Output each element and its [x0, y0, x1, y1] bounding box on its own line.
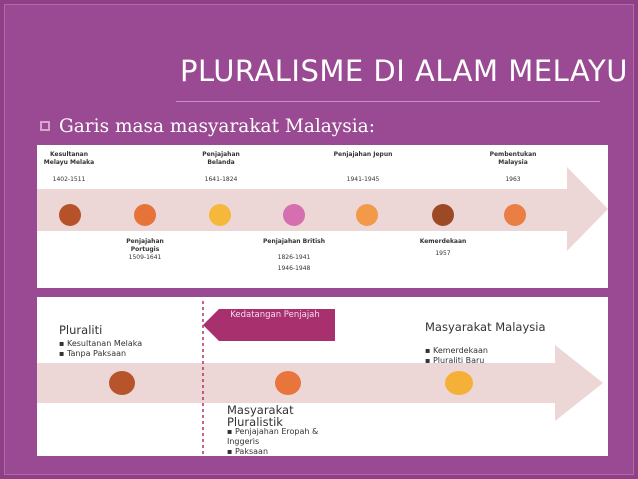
timeline-year-pembentukan: 1963: [505, 176, 521, 183]
list-item: ▪ Pluraliti Baru: [425, 356, 488, 366]
title-divider: [176, 101, 600, 102]
timeline-year-kemerdekaan: 1957: [435, 250, 451, 257]
list-item: ▪ Penjajahan Eropah & Inggeris: [227, 427, 347, 447]
bullet-square-icon: [40, 121, 50, 131]
timeline-dot-british: [283, 204, 305, 226]
timeline-label-jepun: Penjajahan Jepun: [333, 151, 393, 158]
timeline-dot-pembentukan: [504, 204, 526, 226]
slide-title: PLURALISME DI ALAM MELAYU: [180, 54, 628, 88]
list-item: ▪ Kesultanan Melaka: [59, 339, 142, 349]
list-item: ▪ Tanpa Paksaan: [59, 349, 142, 359]
phase-dot-pluralistik: [275, 371, 301, 395]
phase-pluralistik-title: Masyarakat Pluralistik: [227, 403, 294, 429]
timeline-year-kesultanan: 1402-1511: [52, 176, 86, 183]
timeline-dot-kesultanan: [59, 204, 81, 226]
timeline-label-pembentukan: Pembentukan Malaysia: [489, 151, 537, 166]
phase-pluralistik-list: [227, 427, 347, 457]
timeline-label-british: Penjajahan British: [263, 238, 325, 245]
timeline-dot-portugis: [134, 204, 156, 226]
phase-malaysia-list: [425, 346, 488, 366]
timeline-dot-jepun: [356, 204, 378, 226]
phase-dot-pluraliti: [109, 371, 135, 395]
list-item: ▪ Paksaan: [227, 447, 347, 457]
timeline-dot-kemerdekaan: [432, 204, 454, 226]
phases-panel: [37, 297, 608, 456]
timeline-label-belanda: Penjajahan Belanda: [202, 151, 240, 166]
timeline-year-belanda: 1641-1824: [204, 176, 238, 183]
timeline-year-portugis: 1509-1641: [128, 254, 162, 261]
bullet-item: [40, 112, 375, 140]
list-item: ▪ Kemerdekaan: [425, 346, 488, 356]
timeline-year-british: 1826-1941: [277, 254, 311, 261]
timeline-year2-british: 1946-1948: [277, 265, 311, 272]
phase-malaysia-title: Masyarakat Malaysia: [425, 320, 546, 334]
phase-pluraliti-title: Pluraliti: [59, 323, 103, 337]
phase-pluraliti-list: [59, 339, 142, 359]
timeline-dot-belanda: [209, 204, 231, 226]
timeline-label-portugis: Penjajahan Portugis: [126, 238, 164, 253]
timeline-panel: [37, 145, 608, 288]
timeline-year-jepun: 1941-1945: [346, 176, 380, 183]
timeline-label-kemerdekaan: Kemerdekaan: [419, 238, 467, 245]
banner-kedatangan-penjajah: Kedatangan Penjajah: [230, 310, 320, 320]
phase-dot-malaysia: [445, 371, 473, 395]
bullet-text: Garis masa masyarakat Malaysia:: [59, 115, 375, 137]
timeline-label-kesultanan: Kesultanan Melayu Melaka: [43, 151, 95, 166]
